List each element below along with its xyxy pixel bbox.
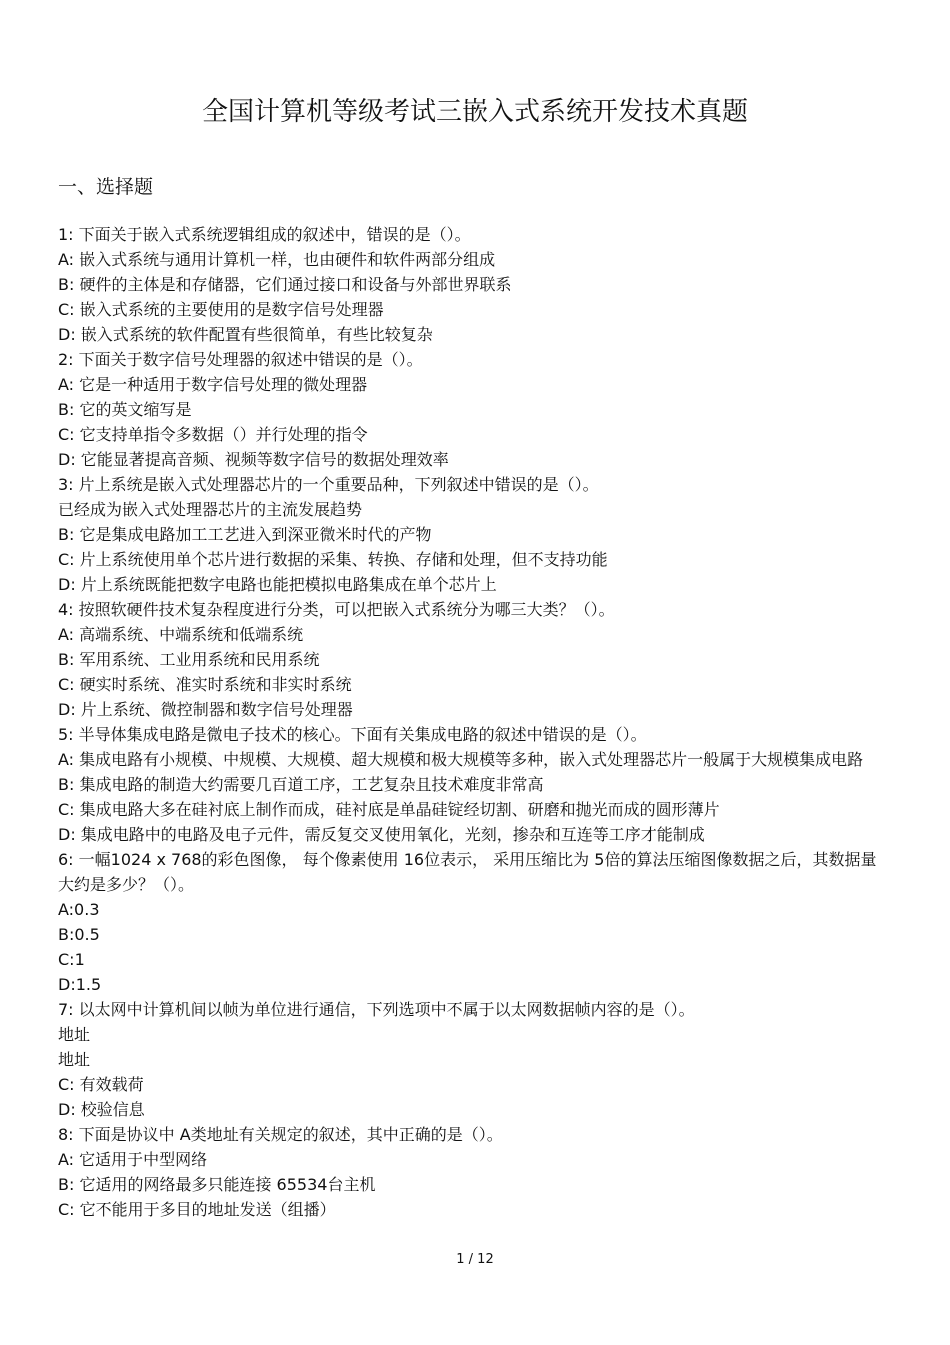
text-line: C: 有效载荷: [58, 1075, 144, 1094]
section-heading: 一、选择题: [58, 176, 154, 198]
text-line: 6: 一幅1024 x 768的彩色图像， 每个像素使用 16位表示， 采用压缩比为 5倍的算法压缩图像数据之后，其数据量大约是多少？（）。: [58, 850, 877, 894]
text-line: A: 它适用于中型网络: [58, 1150, 208, 1169]
text-line: A: 高端系统、中端系统和低端系统: [58, 625, 304, 644]
text-line: 1: 下面关于嵌入式系统逻辑组成的叙述中，错误的是（）。: [58, 225, 471, 244]
text-line: A:0.3: [58, 900, 100, 919]
text-line: D: 校验信息: [58, 1100, 145, 1119]
page-number: 1 / 12: [456, 1252, 494, 1267]
text-line: C: 它支持单指令多数据（）并行处理的指令: [58, 425, 368, 444]
document-title: 全国计算机等级考试三嵌入式系统开发技术真题: [201, 97, 748, 127]
text-line: C: 集成电路大多在硅衬底上制作而成，硅衬底是单晶硅锭经切割、研磨和抛光而成的圆形薄片: [58, 800, 720, 819]
text-line: 地址: [58, 1050, 91, 1069]
question-list: [58, 222, 878, 1222]
text-line: B: 它的英文缩写是: [58, 400, 192, 419]
text-line: A: 嵌入式系统与通用计算机一样，也由硬件和软件两部分组成: [58, 250, 496, 269]
text-line: C:1: [58, 950, 85, 969]
text-line: 地址: [58, 1025, 91, 1044]
text-line: 8: 下面是协议中 A类地址有关规定的叙述，其中正确的是（）。: [58, 1125, 503, 1144]
text-line: D: 嵌入式系统的软件配置有些很简单，有些比较复杂: [58, 325, 433, 344]
text-line: 2: 下面关于数字信号处理器的叙述中错误的是（）。: [58, 350, 423, 369]
text-line: 7: 以太网中计算机间以帧为单位进行通信，下列选项中不属于以太网数据帧内容的是（）。: [58, 1000, 695, 1019]
text-line: C: 硬实时系统、准实时系统和非实时系统: [58, 675, 352, 694]
text-line: A: 集成电路有小规模、中规模、大规模、超大规模和极大规模等多种，嵌入式处理器芯片一般属于大规模集成电路: [58, 750, 864, 769]
text-line: B: 集成电路的制造大约需要几百道工序，工艺复杂且技术难度非常高: [58, 775, 544, 794]
text-line: B: 它适用的网络最多只能连接 65534台主机: [58, 1175, 376, 1194]
text-line: D: 片上系统、微控制器和数字信号处理器: [58, 700, 353, 719]
text-line: 5: 半导体集成电路是微电子技术的核心。下面有关集成电路的叙述中错误的是（）。: [58, 725, 647, 744]
text-line: D:1.5: [58, 975, 102, 994]
text-line: 3: 片上系统是嵌入式处理器芯片的一个重要品种，下列叙述中错误的是（）。: [58, 475, 599, 494]
text-line: 已经成为嵌入式处理器芯片的主流发展趋势: [58, 500, 363, 519]
text-line: B:0.5: [58, 925, 100, 944]
text-line: C: 片上系统使用单个芯片进行数据的采集、转换、存储和处理，但不支持功能: [58, 550, 608, 569]
text-line: D: 它能显著提高音频、视频等数字信号的数据处理效率: [58, 450, 449, 469]
text-line: 4: 按照软硬件技术复杂程度进行分类，可以把嵌入式系统分为哪三大类？（）。: [58, 600, 615, 619]
text-line: B: 它是集成电路加工工艺进入到深亚微米时代的产物: [58, 525, 432, 544]
text-line: A: 它是一种适用于数字信号处理的微处理器: [58, 375, 368, 394]
text-line: C: 它不能用于多目的地址发送（组播）: [58, 1200, 336, 1219]
text-line: B: 硬件的主体是和存储器，它们通过接口和设备与外部世界联系: [58, 275, 512, 294]
text-line: C: 嵌入式系统的主要使用的是数字信号处理器: [58, 300, 384, 319]
text-line: B: 军用系统、工业用系统和民用系统: [58, 650, 320, 669]
text-line: D: 集成电路中的电路及电子元件，需反复交叉使用氧化，光刻，掺杂和互连等工序才能制成: [58, 825, 705, 844]
text-line: D: 片上系统既能把数字电路也能把模拟电路集成在单个芯片上: [58, 575, 497, 594]
